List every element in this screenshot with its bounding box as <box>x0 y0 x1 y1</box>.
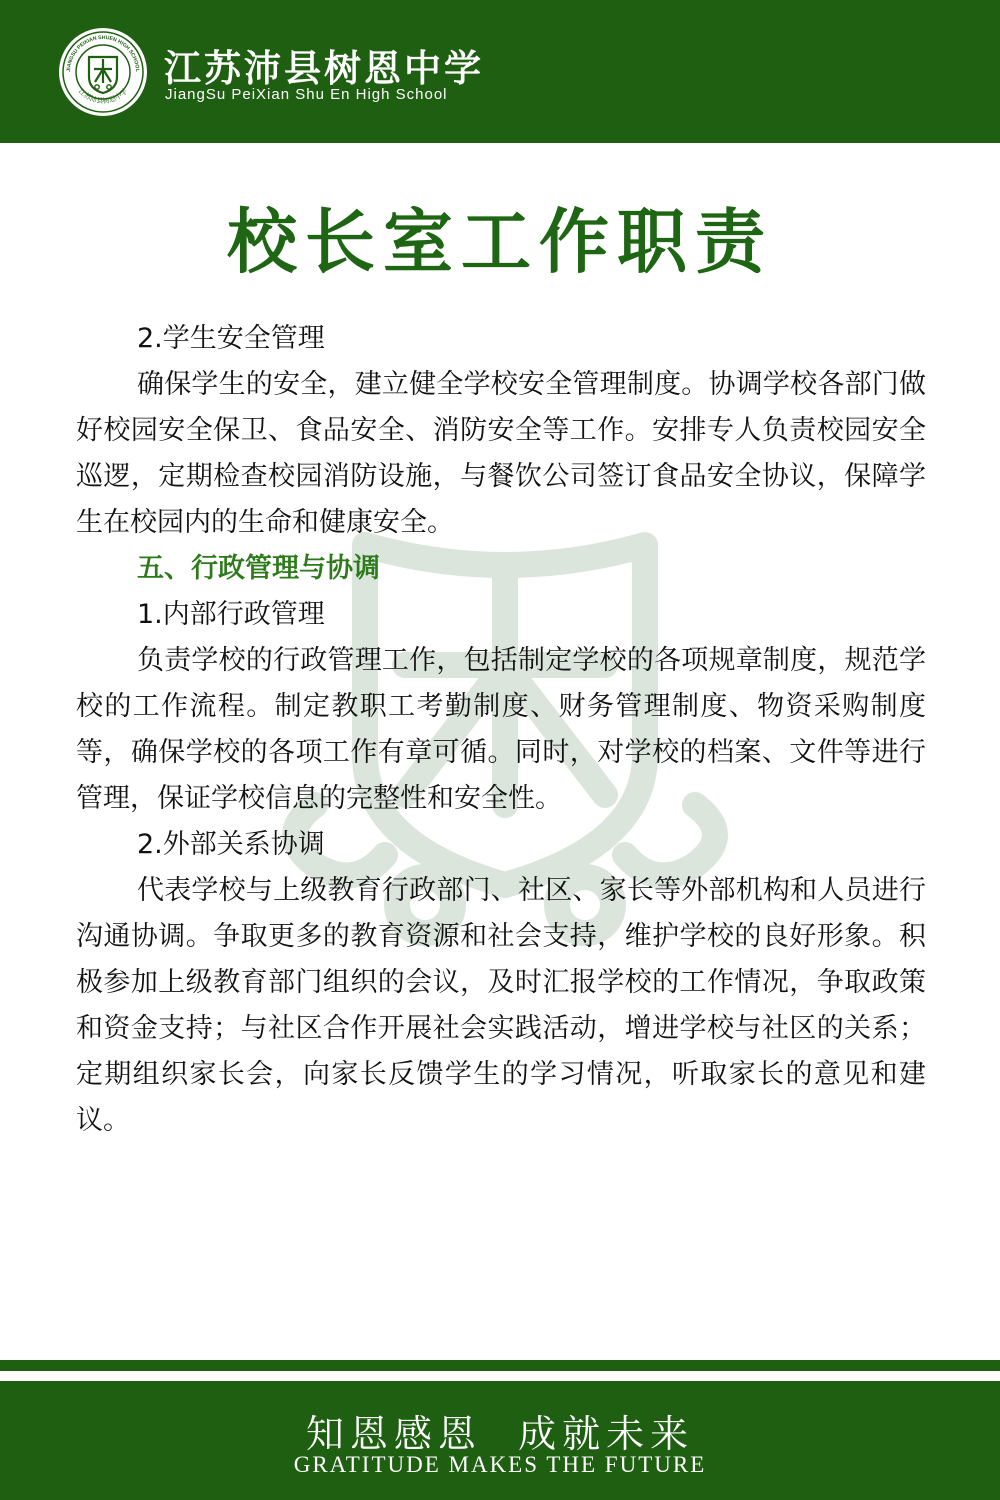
svg-text:JIANGSU PEIXIAN SHUEN HIGH SCH: JIANGSU PEIXIAN SHUEN HIGH SCHOOL <box>65 34 141 72</box>
subheading-internal-admin: 1.内部行政管理 <box>137 599 325 630</box>
school-name-en: JiangSu PeiXian Shu En High School <box>165 86 448 103</box>
footer-bar <box>0 1381 1000 1500</box>
paragraph-external-relations: 代表学校与上级教育行政部门、社区、家长等外部机构和人员进行沟通协调。争取更多的教育资源和社会支持，维护学校的良好形象。积极参加上级教育部门组织的会议，及时汇报学校的工作情况，争取政策和资金支持；与社区合作开展社会实践活动，增进学校与社区的关系；定期组织家长会，向家长反馈学生的学习情况，听取家长的意见和建议。 <box>76 875 926 1136</box>
school-name-cn: 江苏沛县树恩中学 <box>164 46 484 90</box>
footer-divider <box>0 1360 1000 1371</box>
subheading-external-relations: 2.外部关系协调 <box>137 829 325 860</box>
school-logo-icon <box>58 27 148 117</box>
paragraph-internal-admin: 负责学校的行政管理工作，包括制定学校的各项规章制度，规范学校的工作流程。制定教职工考勤制度、财务管理制度、物资采购制度等，确保学校的各项工作有章可循。同时，对学校的档案、文件等进行管理，保证学校信息的完整性和安全性。 <box>76 645 926 814</box>
page-title: 校长室工作职责 <box>227 201 773 283</box>
subheading-student-safety: 2.学生安全管理 <box>137 323 325 354</box>
section-heading-admin: 五、行政管理与协调 <box>137 553 380 584</box>
svg-text:江苏沛县树恩中学: 江苏沛县树恩中学 <box>76 87 130 106</box>
slogan-en: GRATITUDE MAKES THE FUTURE <box>293 1452 707 1477</box>
slogan-cn: 知恩感恩 成就未来 <box>305 1412 695 1456</box>
content-body <box>76 316 926 1144</box>
paragraph-student-safety: 确保学生的安全，建立健全学校安全管理制度。协调学校各部门做好校园安全保卫、食品安全、消防安全等工作。安排专人负责校园安全巡逻，定期检查校园消防设施，与餐饮公司签订食品安全协议，保障学生在校园内的生命和健康安全。 <box>76 369 926 538</box>
header-bar <box>0 0 1000 143</box>
